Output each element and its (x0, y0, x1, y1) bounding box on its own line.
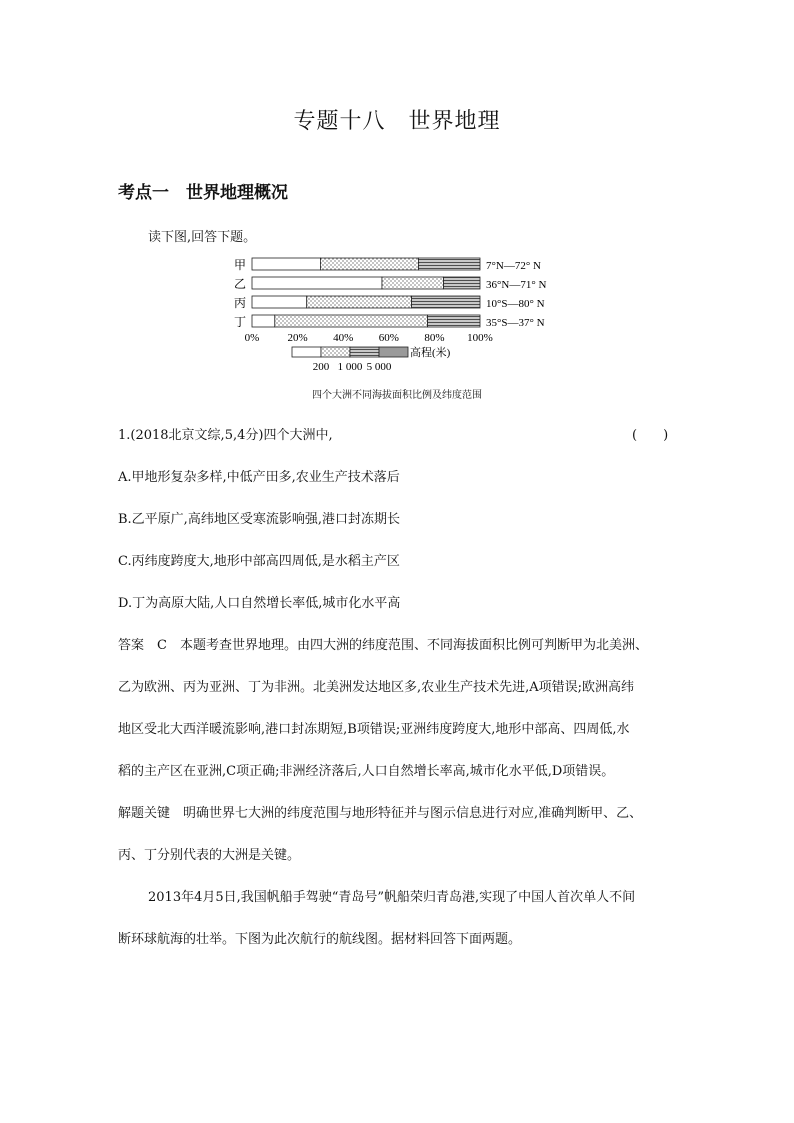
bar-segment (252, 296, 307, 308)
bar-segment (252, 258, 320, 270)
latitude-label: 35°S—37° N (486, 317, 545, 329)
chart-caption: 四个大洲不同海拔面积比例及纬度范围 (312, 390, 482, 401)
category-label: 丙 (234, 296, 247, 310)
legend-value: 1 000 (337, 361, 363, 373)
legend-title: 高程(米) (410, 347, 451, 359)
answer-line: 地区受北大西洋暖流影响,港口封冻期短,B项错误;亚洲纬度跨度大,地形中部高、四周低,水 (118, 722, 630, 737)
x-tick-label: 0% (244, 332, 260, 344)
x-tick-label: 100% (467, 332, 493, 344)
bar-segment (307, 296, 412, 308)
key-line: 解题关键 明确世界七大洲的纬度范围与地形特征并与图示信息进行对应,准确判断甲、乙、 (118, 806, 643, 821)
answer-line: 稻的主产区在亚洲,C项正确;非洲经济落后,人口自然增长率高,城市化水平低,D项错误。 (118, 764, 615, 779)
x-tick-label: 40% (333, 332, 354, 344)
option-a: A.甲地形复杂多样,中低产田多,农业生产技术落后 (118, 470, 400, 485)
bar-segment (320, 258, 418, 270)
latitude-label: 7°N—72° N (486, 260, 541, 272)
bar-segment (444, 277, 480, 289)
legend-swatch (350, 347, 379, 357)
question-stem: 1.(2018北京文综,5,4分)四个大洲中, (118, 428, 333, 443)
page-title: 专题十八 世界地理 (293, 109, 501, 134)
legend-swatch (292, 347, 321, 357)
x-tick-label: 60% (378, 332, 399, 344)
altitude-latitude-chart (228, 250, 568, 380)
bar-segment (418, 258, 480, 270)
legend-swatch (321, 347, 350, 357)
bar-segment (412, 296, 480, 308)
intro-text: 读下图,回答下题。 (148, 230, 257, 245)
bar-segment (275, 315, 428, 327)
material-line: 断环球航海的壮举。下图为此次航行的航线图。据材料回答下面两题。 (118, 932, 522, 947)
section-heading: 考点一 世界地理概况 (118, 183, 288, 203)
latitude-label: 36°N—71° N (486, 279, 547, 291)
bar-segment (428, 315, 480, 327)
answer-line: 乙为欧洲、丙为亚洲、丁为非洲。北美洲发达地区多,农业生产技术先进,A项错误;欧洲高纬 (118, 680, 635, 695)
latitude-label: 10°S—80° N (486, 298, 545, 310)
answer-bracket: ( ) (632, 428, 669, 443)
category-label: 甲 (234, 258, 247, 272)
material-line: 2013年4月5日,我国帆船手驾驶“青岛号”帆船荣归青岛港,实现了中国人首次单人不间 (148, 890, 636, 905)
legend-value: 200 (312, 361, 330, 373)
x-tick-label: 80% (424, 332, 445, 344)
option-b: B.乙平原广,高纬地区受寒流影响强,港口封冻期长 (118, 512, 400, 527)
legend-swatch (379, 347, 408, 357)
category-label: 乙 (234, 277, 247, 291)
answer-line: 答案 C 本题考查世界地理。由四大洲的纬度范围、不同海拔面积比例可判断甲为北美洲、 (118, 638, 648, 653)
category-label: 丁 (234, 315, 247, 329)
bar-segment (252, 315, 275, 327)
option-c: C.丙纬度跨度大,地形中部高四周低,是水稻主产区 (118, 554, 400, 569)
legend-value: 5 000 (366, 361, 392, 373)
x-tick-label: 20% (287, 332, 308, 344)
bar-segment (382, 277, 444, 289)
bar-segment (252, 277, 382, 289)
key-line: 丙、丁分别代表的大洲是关键。 (118, 848, 301, 863)
option-d: D.丁为高原大陆,人口自然增长率低,城市化水平高 (118, 596, 401, 611)
